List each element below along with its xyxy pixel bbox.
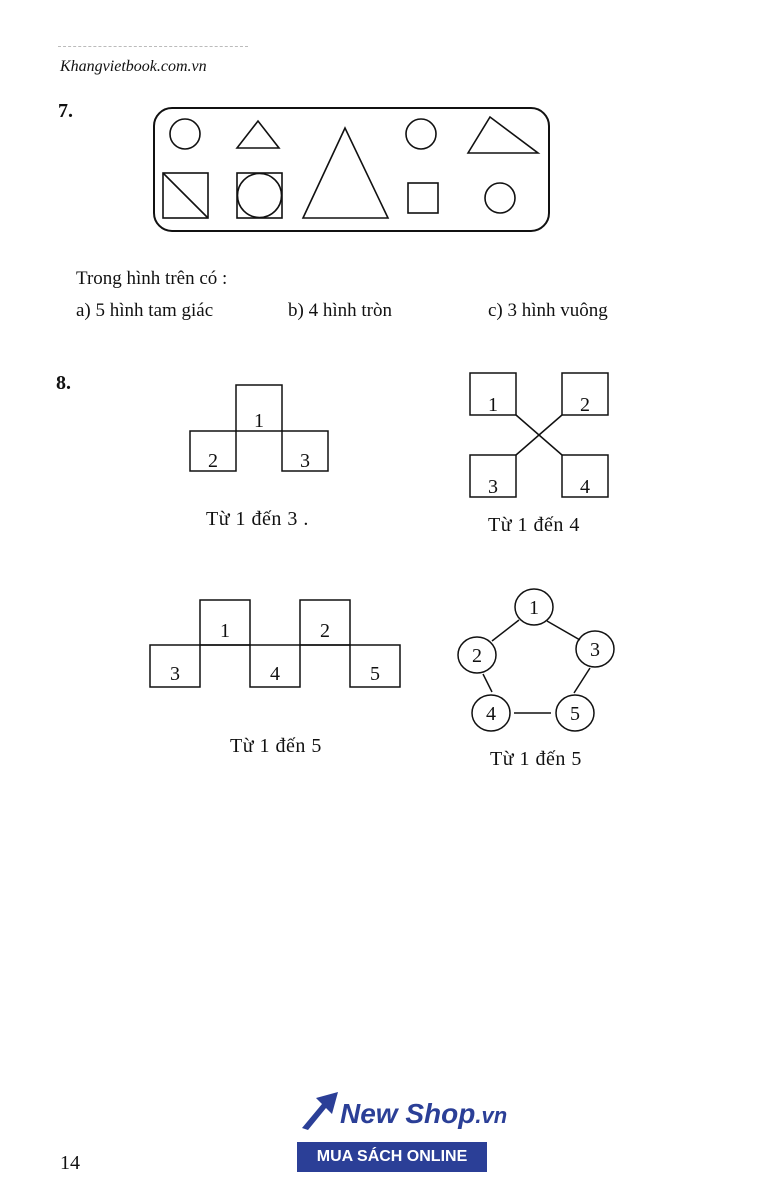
newshop-tagline[interactable]: MUA SÁCH ONLINE (297, 1142, 487, 1172)
fig-b-caption: Từ 1 đến 4 (488, 514, 580, 536)
fig-b-label-3: 3 (488, 476, 498, 498)
fig-a-label-1: 1 (254, 410, 264, 432)
fig-c-label-4: 4 (270, 663, 280, 685)
page-number: 14 (60, 1152, 80, 1174)
fig-a-label-2: 2 (208, 450, 218, 472)
fig-d-label-1: 1 (529, 597, 539, 619)
fig-c-label-2: 2 (320, 620, 330, 642)
newshop-logo-text[interactable] (340, 1098, 507, 1130)
fig-d-label-2: 2 (472, 645, 482, 667)
exercise-8-number: 8. (56, 372, 71, 394)
answer-a: a) 5 hình tam giác (76, 300, 214, 321)
fig-b-label-4: 4 (580, 476, 590, 498)
fig-a-label-3: 3 (300, 450, 310, 472)
fig-c-caption: Từ 1 đến 5 (230, 735, 322, 757)
exercise-7-number: 7. (58, 100, 73, 122)
fig-d-label-5: 5 (570, 703, 580, 725)
answer-b: b) 4 hình tròn (288, 300, 392, 321)
fig-d-edge (483, 674, 492, 692)
fig-d-label-3: 3 (590, 639, 600, 661)
newshop-brand-suffix: .vn (475, 1103, 508, 1128)
fig-b-label-2: 2 (580, 394, 590, 416)
header-site: Khangvietbook.com.vn (60, 58, 207, 75)
exercise-7-intro: Trong hình trên có : (76, 268, 228, 289)
newshop-arrow-icon (298, 1090, 340, 1132)
fig-d-edge (574, 668, 590, 693)
answer-c: c) 3 hình vuông (488, 300, 608, 321)
fig-b-label-1: 1 (488, 394, 498, 416)
fig-c-label-1: 1 (220, 620, 230, 642)
fig-c-label-5: 5 (370, 663, 380, 685)
fig-d-caption: Từ 1 đến 5 (490, 748, 582, 770)
fig-d-edge (492, 620, 519, 641)
fig-d-edge (547, 621, 580, 640)
fig-a-caption: Từ 1 đến 3 . (206, 508, 309, 530)
fig-c-label-3: 3 (170, 663, 180, 685)
fig-d-label-4: 4 (486, 703, 496, 725)
newshop-brand: New Shop (340, 1098, 476, 1129)
